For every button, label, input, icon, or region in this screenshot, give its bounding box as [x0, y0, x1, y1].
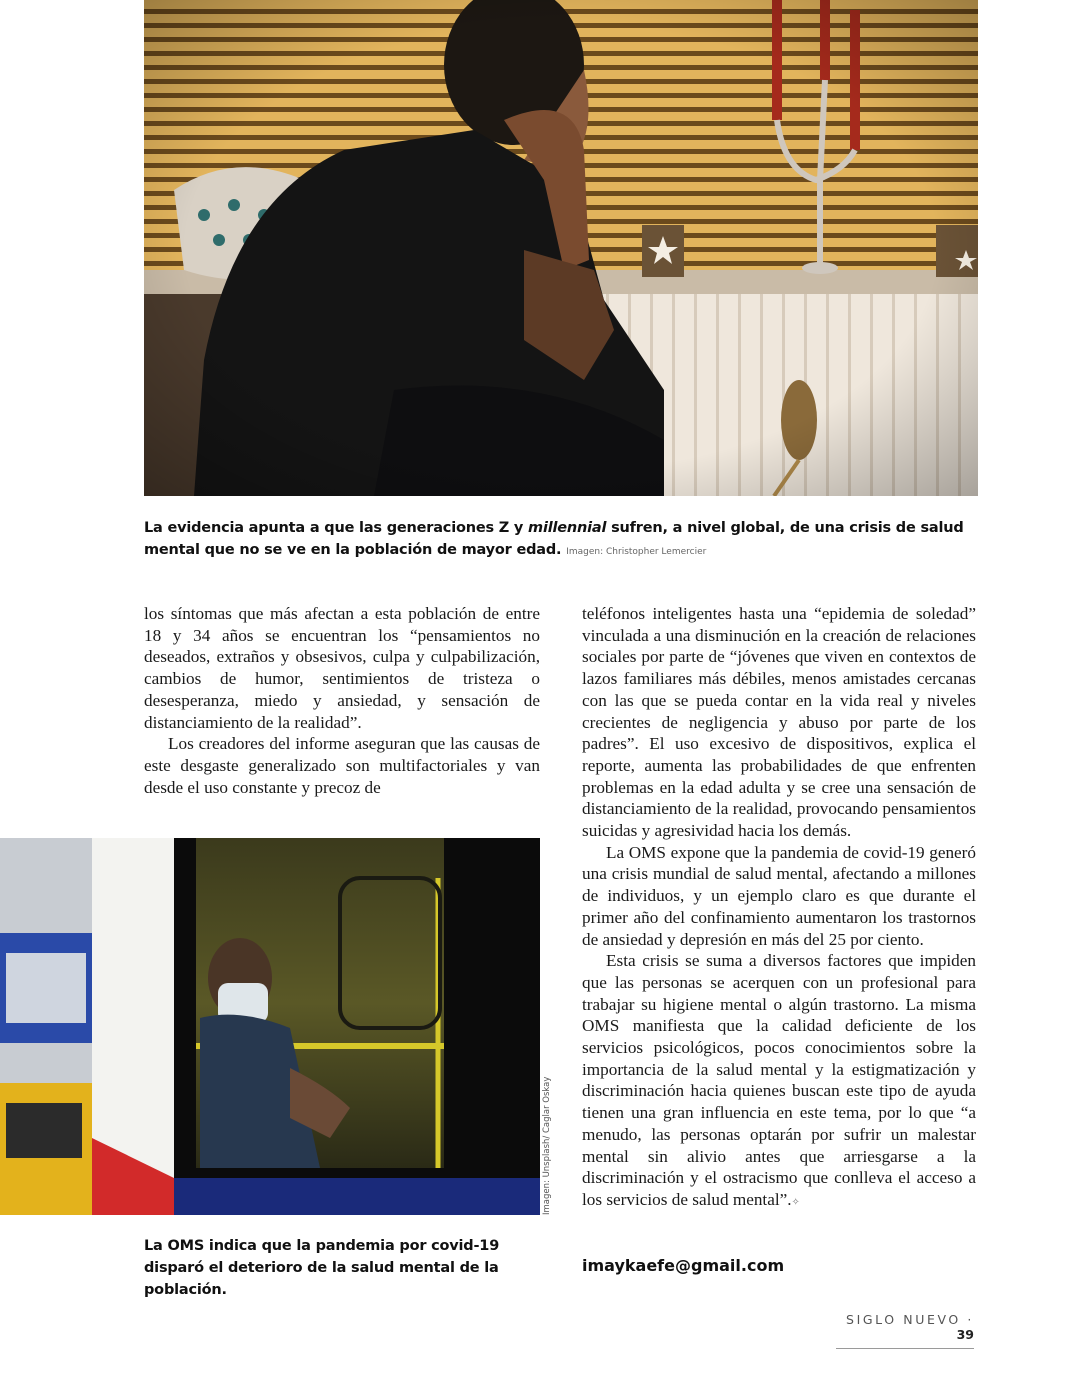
hero-photo-illustration — [144, 0, 978, 496]
article-paragraph: teléfonos inteligentes hasta una “epidemia de soledad” vinculada a una disminución en la creación de relaciones sociales por parte de “jóvenes que viven en contextos de lazos familiares más débiles, menos amistades cercanas con las que se pueda contar en la vida real y niveles crecientes de negligencia y abuso por parte de los padres”. El uso excesivo de dispositivos, explica el reporte, aumenta las probabilidades de que enfrenten problemas en la edad adulta y se cree una sensación de distanciamiento de la realidad, provocando pensamientos suicidas y agresividad hacia los demás. — [582, 604, 976, 841]
hero-photo — [144, 0, 978, 496]
publication-name: SIGLO NUEVO — [846, 1312, 961, 1327]
hero-caption-credit: Imagen: Christopher Lemercier — [566, 547, 707, 557]
article-paragraph-text: Esta crisis se suma a diversos factores que impiden que las personas se acerquen con un profesional para trabajar su higiene mental o algún trastorno. La misma OMS manifiesta que la calidad deficiente de los servicios psicológicos, pocos conocimientos sobre la importancia de la salud mental y la estigmatización y discriminación hacia quienes buscan este tipo de ayuda tienen una gran influencia en este tema, por lo que “a menudo, las personas optarán por sufrir un malestar mental sin alivio antes que arriesgarse a la discriminación y el ostracismo que conlleva el acceso a los servicios de salud mental”. — [582, 951, 976, 1209]
article-paragraph: los síntomas que más afectan a esta población de entre 18 y 34 años se encuentran los “pensamientos no deseados, extraños y obsesivos, culpa y culpabilización, cambios de humor, sentimientos de tristeza o desesperanza, miedo y ansiedad, y sensación de distanciamiento de la realidad”. — [144, 604, 540, 732]
hero-caption-text-1: La evidencia apunta a que las generaciones Z y — [144, 520, 529, 536]
bus-photo — [0, 838, 540, 1215]
author-email[interactable]: imaykaefe@gmail.com — [582, 1256, 785, 1275]
hero-caption-italic: millennial — [528, 520, 607, 536]
end-mark-icon: ✧ — [791, 1196, 800, 1208]
bus-photo-illustration — [0, 838, 540, 1215]
bus-photo-credit: Imagen: Unsplash/ Caglar Oskay — [542, 1076, 552, 1215]
article-paragraph-last — [582, 950, 976, 1213]
article-paragraph: Los creadores del informe aseguran que las causas de este desgaste generalizado son multifactoriales y van desde el uso constante y precoz de — [144, 734, 540, 797]
hero-caption-text-2: sufren, a nivel global, de una crisis de salud mental que no se ve en la población de mayor edad. — [144, 520, 964, 558]
bus-caption: La OMS indica que la pandemia por covid-19 disparó el deterioro de la salud mental de la población. — [144, 1238, 500, 1298]
page-number: 39 — [956, 1327, 974, 1342]
article-paragraph: La OMS expone que la pandemia de covid-19 generó una crisis mundial de salud mental, afectando a millones de individuos, y un ejemplo claro es que durante el primer año del confinamiento aumentaron los trastornos de ansiedad y depresión en más del 25 por ciento. — [582, 842, 976, 949]
hero-caption — [144, 517, 974, 563]
folio-separator: · — [967, 1312, 974, 1327]
article-column-right — [582, 603, 976, 1214]
article-column-left — [144, 603, 540, 798]
page-folio — [836, 1312, 974, 1349]
